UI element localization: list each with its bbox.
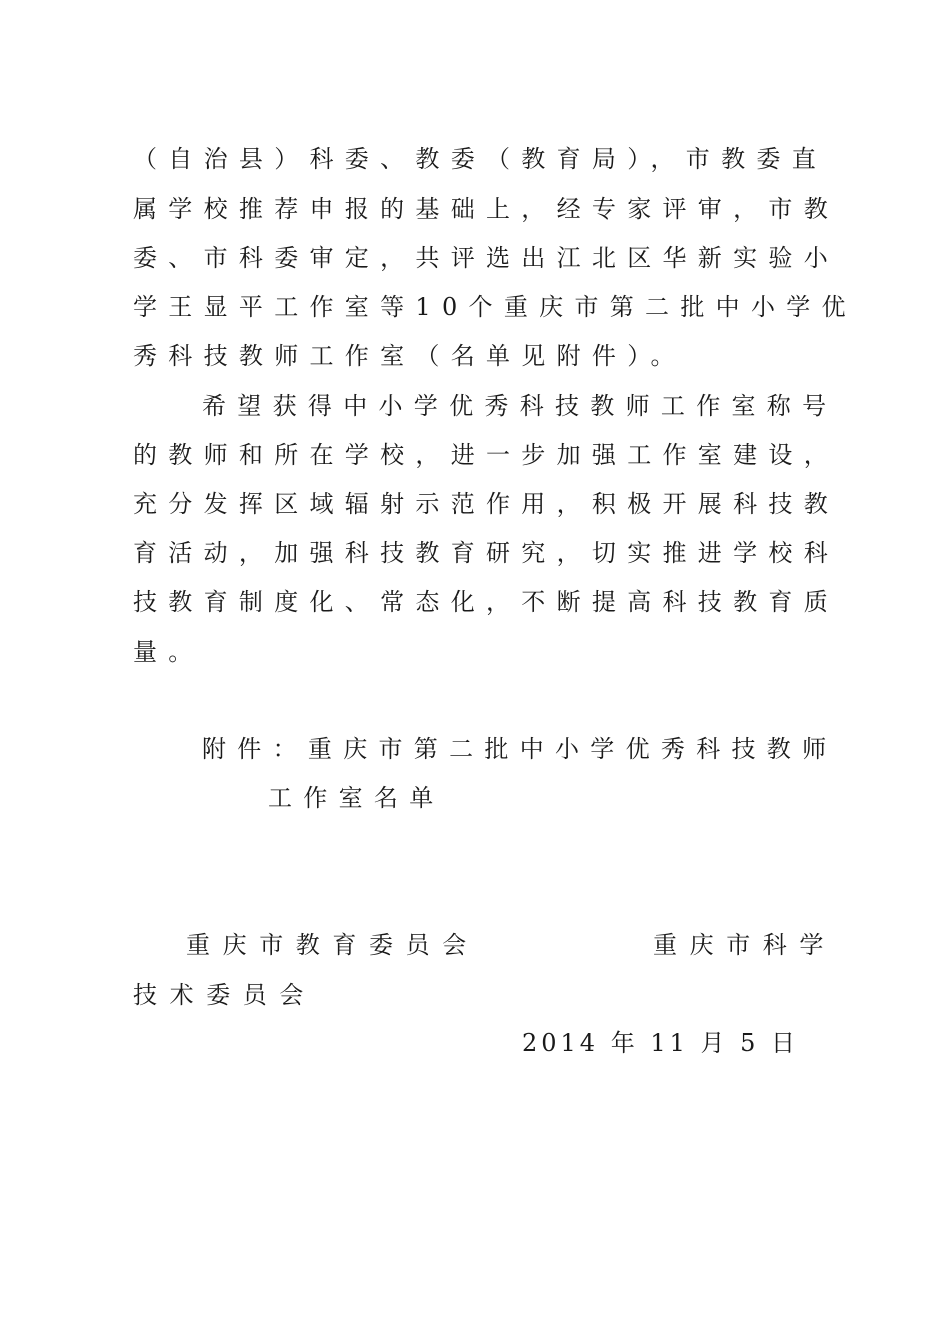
paragraph-1-line-3: 委、市科委审定，共评选出江北区华新实验小 — [133, 244, 839, 272]
paragraph-2-line-4: 育活动，加强科技教育研究，切实推进学校科 — [133, 539, 839, 567]
paragraph-2-line-2: 的教师和所在学校，进一步加强工作室建设， — [133, 441, 839, 469]
issuer-science-commission-part-2: 技术委员会 — [133, 981, 316, 1009]
paragraph-2-line-3: 充分发挥区域辐射示范作用，积极开展科技教 — [133, 490, 839, 518]
paragraph-2-line-5: 技教育制度化、常态化，不断提高科技教育质 — [133, 588, 839, 616]
paragraph-2-line-6: 量。 — [133, 638, 204, 666]
attachment-line-1: 附件：重庆市第二批中小学优秀科技教师 — [202, 735, 838, 763]
issuer-science-commission-part-1: 重庆市科学 — [653, 931, 836, 959]
paragraph-1-line-2: 属学校推荐申报的基础上，经专家评审，市教 — [133, 195, 839, 223]
paragraph-2-line-1: 希望获得中小学优秀科技教师工作室称号 — [202, 392, 838, 420]
issuer-education-commission: 重庆市教育委员会 — [186, 931, 479, 959]
attachment-line-2: 工作室名单 — [268, 784, 445, 812]
paragraph-1-line-5: 秀科技教师工作室（名单见附件）。 — [133, 342, 686, 370]
paragraph-1-line-4: 学王显平工作室等10个重庆市第二批中小学优 — [133, 293, 857, 321]
paragraph-1-line-1: （自治县）科委、教委（教育局），市教委直 — [133, 145, 827, 173]
issue-date: 2014 年 11 月 5 日 — [522, 1029, 800, 1057]
